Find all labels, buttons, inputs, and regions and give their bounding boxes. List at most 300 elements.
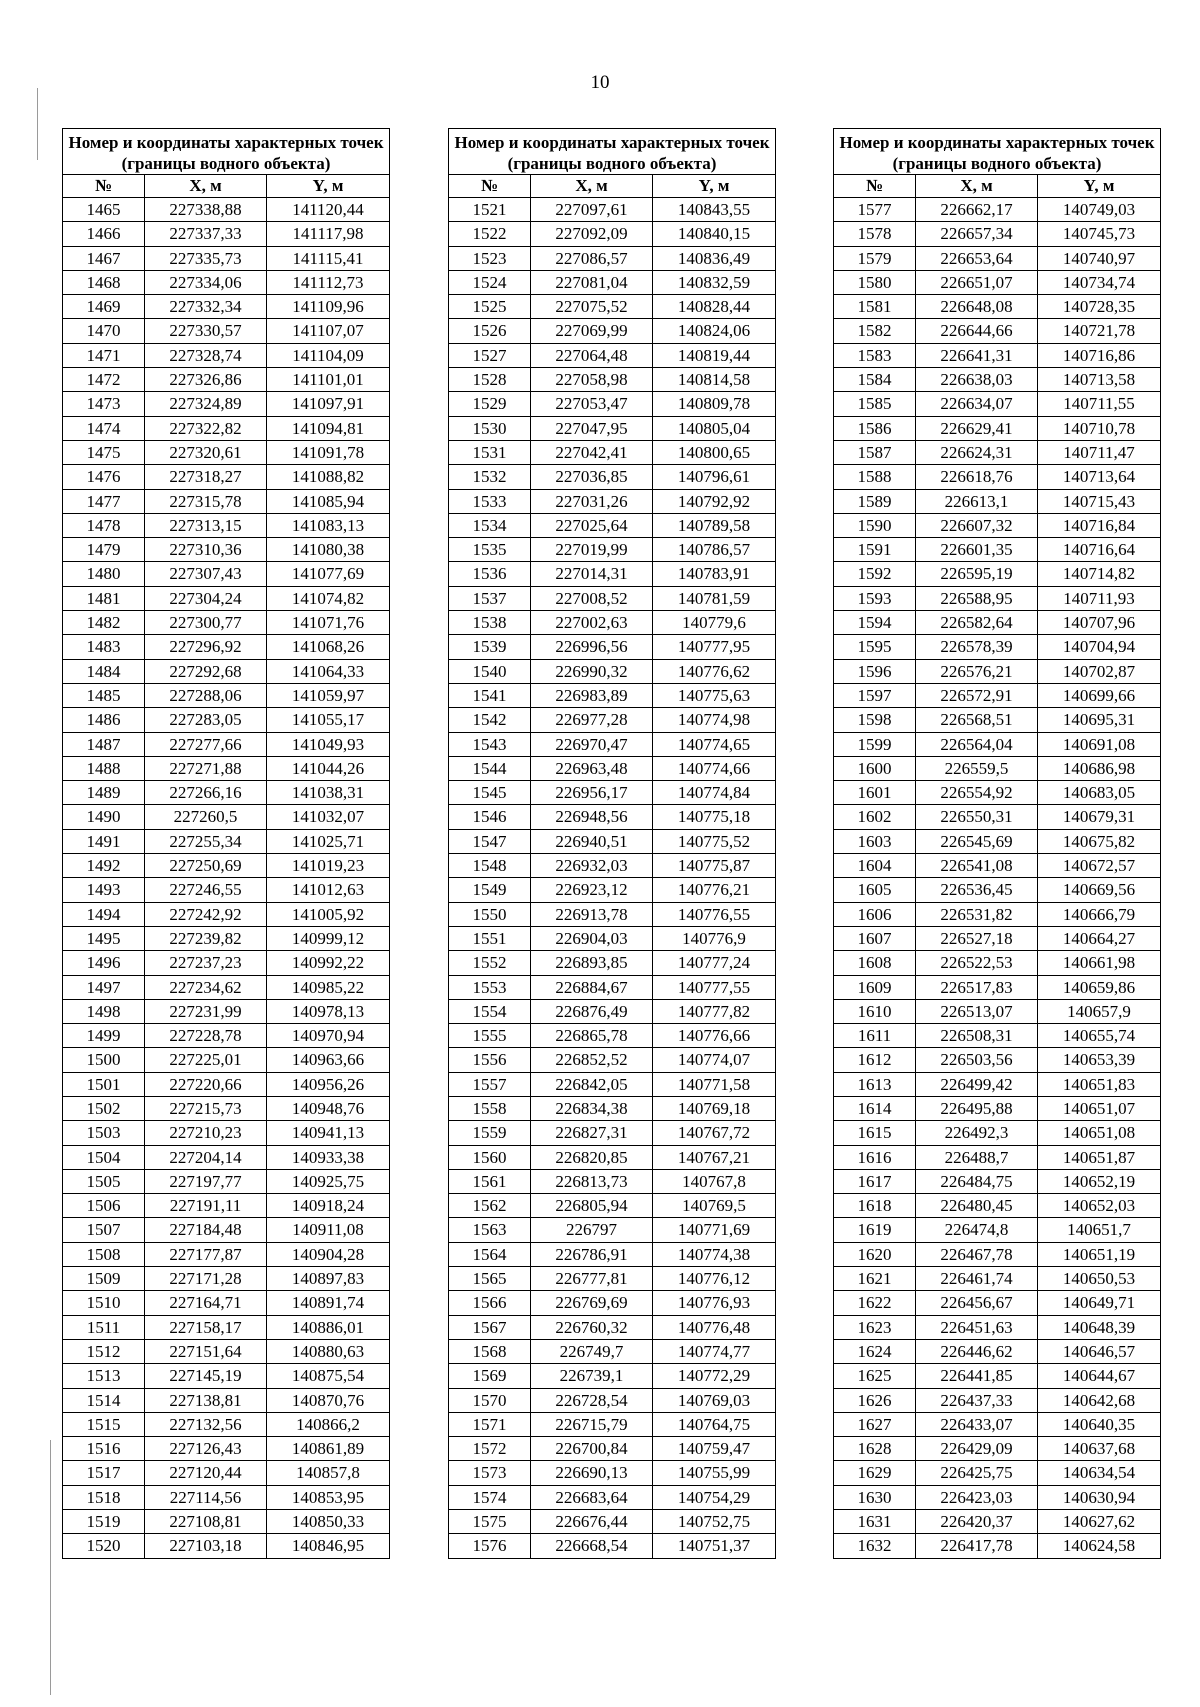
point-number-cell: 1621 xyxy=(834,1267,916,1291)
point-number-cell: 1608 xyxy=(834,951,916,975)
y-coordinate-cell: 140777,82 xyxy=(653,999,776,1023)
x-coordinate-cell: 226564,04 xyxy=(916,732,1038,756)
x-coordinate-cell: 226865,78 xyxy=(531,1024,653,1048)
point-number-cell: 1512 xyxy=(63,1339,145,1363)
table-row xyxy=(63,562,390,586)
table-row xyxy=(834,951,1161,975)
x-coordinate-cell: 226474,8 xyxy=(916,1218,1038,1242)
point-number-cell: 1507 xyxy=(63,1218,145,1242)
table-row xyxy=(834,902,1161,926)
x-coordinate-cell: 226601,35 xyxy=(916,538,1038,562)
point-number-cell: 1530 xyxy=(449,416,531,440)
table-row xyxy=(63,1339,390,1363)
y-coordinate-cell: 140846,95 xyxy=(267,1534,390,1558)
y-coordinate-cell: 140683,05 xyxy=(1038,781,1161,805)
y-coordinate-cell: 140648,39 xyxy=(1038,1315,1161,1339)
x-coordinate-cell: 227335,73 xyxy=(145,246,267,270)
point-number-cell: 1561 xyxy=(449,1169,531,1193)
y-coordinate-cell: 140774,77 xyxy=(653,1339,776,1363)
point-number-cell: 1596 xyxy=(834,659,916,683)
x-coordinate-cell: 227097,61 xyxy=(531,198,653,222)
point-number-cell: 1620 xyxy=(834,1242,916,1266)
point-number-cell: 1587 xyxy=(834,440,916,464)
y-coordinate-cell: 140783,91 xyxy=(653,562,776,586)
point-number-cell: 1554 xyxy=(449,999,531,1023)
table-row xyxy=(449,1072,776,1096)
x-coordinate-cell: 227036,85 xyxy=(531,465,653,489)
x-coordinate-cell: 226480,45 xyxy=(916,1194,1038,1218)
y-coordinate-cell: 141077,69 xyxy=(267,562,390,586)
y-coordinate-cell: 141091,78 xyxy=(267,440,390,464)
table-row xyxy=(63,902,390,926)
y-coordinate-cell: 141059,97 xyxy=(267,683,390,707)
x-coordinate-cell: 227092,09 xyxy=(531,222,653,246)
x-coordinate-cell: 227338,88 xyxy=(145,198,267,222)
table-row xyxy=(449,513,776,537)
point-number-cell: 1569 xyxy=(449,1364,531,1388)
x-coordinate-cell: 226834,38 xyxy=(531,1096,653,1120)
x-coordinate-cell: 227151,64 xyxy=(145,1339,267,1363)
point-number-cell: 1571 xyxy=(449,1412,531,1436)
point-number-cell: 1536 xyxy=(449,562,531,586)
table-row xyxy=(63,1048,390,1072)
table-row xyxy=(63,1388,390,1412)
point-number-cell: 1468 xyxy=(63,270,145,294)
x-coordinate-header: X, м xyxy=(145,175,267,198)
table-caption: Номер и координаты характерных точек (границы водного объекта) xyxy=(834,129,1161,175)
table-row xyxy=(63,513,390,537)
point-number-cell: 1562 xyxy=(449,1194,531,1218)
point-number-cell: 1573 xyxy=(449,1461,531,1485)
y-coordinate-cell: 141094,81 xyxy=(267,416,390,440)
point-number-cell: 1515 xyxy=(63,1412,145,1436)
table-row xyxy=(449,392,776,416)
y-coordinate-cell: 140686,98 xyxy=(1038,756,1161,780)
x-coordinate-cell: 226492,3 xyxy=(916,1121,1038,1145)
table-row xyxy=(449,926,776,950)
y-coordinate-cell: 140786,57 xyxy=(653,538,776,562)
y-coordinate-cell: 140651,08 xyxy=(1038,1121,1161,1145)
y-coordinate-cell: 140792,92 xyxy=(653,489,776,513)
y-coordinate-cell: 140679,31 xyxy=(1038,805,1161,829)
x-coordinate-cell: 226990,32 xyxy=(531,659,653,683)
y-coordinate-cell: 140710,78 xyxy=(1038,416,1161,440)
table-row xyxy=(834,1339,1161,1363)
x-coordinate-cell: 226536,45 xyxy=(916,878,1038,902)
point-number-cell: 1619 xyxy=(834,1218,916,1242)
y-coordinate-cell: 140970,94 xyxy=(267,1024,390,1048)
point-number-cell: 1580 xyxy=(834,270,916,294)
table-row xyxy=(63,829,390,853)
table-row xyxy=(63,1121,390,1145)
x-coordinate-cell: 227334,06 xyxy=(145,270,267,294)
table-row xyxy=(449,295,776,319)
x-coordinate-cell: 227300,77 xyxy=(145,611,267,635)
point-number-cell: 1508 xyxy=(63,1242,145,1266)
y-coordinate-cell: 140713,64 xyxy=(1038,465,1161,489)
point-number-cell: 1548 xyxy=(449,854,531,878)
y-coordinate-cell: 140751,37 xyxy=(653,1534,776,1558)
coordinate-table xyxy=(833,128,1161,1559)
table-row xyxy=(834,513,1161,537)
table-row xyxy=(834,708,1161,732)
x-coordinate-cell: 226550,31 xyxy=(916,805,1038,829)
table-row xyxy=(63,1024,390,1048)
table-row xyxy=(449,319,776,343)
table-row xyxy=(834,1388,1161,1412)
table-row xyxy=(834,1534,1161,1558)
table-row xyxy=(449,1121,776,1145)
x-coordinate-cell: 227177,87 xyxy=(145,1242,267,1266)
point-number-cell: 1527 xyxy=(449,343,531,367)
table-row xyxy=(449,1461,776,1485)
x-coordinate-cell: 226634,07 xyxy=(916,392,1038,416)
y-coordinate-cell: 140880,63 xyxy=(267,1339,390,1363)
point-number-cell: 1516 xyxy=(63,1437,145,1461)
table-caption: Номер и координаты характерных точек (границы водного объекта) xyxy=(63,129,390,175)
x-coordinate-cell: 227191,11 xyxy=(145,1194,267,1218)
table-row xyxy=(449,1169,776,1193)
x-coordinate-cell: 227164,71 xyxy=(145,1291,267,1315)
y-coordinate-cell: 140809,78 xyxy=(653,392,776,416)
table-row xyxy=(63,635,390,659)
table-row xyxy=(63,368,390,392)
x-coordinate-cell: 226786,91 xyxy=(531,1242,653,1266)
table-row xyxy=(834,1267,1161,1291)
y-coordinate-cell: 140781,59 xyxy=(653,586,776,610)
point-number-cell: 1612 xyxy=(834,1048,916,1072)
point-number-cell: 1480 xyxy=(63,562,145,586)
y-coordinate-cell: 140774,66 xyxy=(653,756,776,780)
coordinate-table xyxy=(448,128,776,1559)
x-coordinate-cell: 227081,04 xyxy=(531,270,653,294)
table-row xyxy=(63,1412,390,1436)
x-coordinate-cell: 226797 xyxy=(531,1218,653,1242)
point-number-cell: 1605 xyxy=(834,878,916,902)
y-coordinate-cell: 140774,98 xyxy=(653,708,776,732)
table-row xyxy=(449,1048,776,1072)
x-coordinate-cell: 226884,67 xyxy=(531,975,653,999)
point-number-cell: 1494 xyxy=(63,902,145,926)
x-coordinate-cell: 226461,74 xyxy=(916,1267,1038,1291)
point-number-cell: 1520 xyxy=(63,1534,145,1558)
point-number-cell: 1582 xyxy=(834,319,916,343)
table-row xyxy=(449,222,776,246)
y-coordinate-cell: 140933,38 xyxy=(267,1145,390,1169)
table-row xyxy=(449,489,776,513)
table-row xyxy=(63,1534,390,1558)
y-coordinate-cell: 140651,19 xyxy=(1038,1242,1161,1266)
y-coordinate-cell: 140897,83 xyxy=(267,1267,390,1291)
x-coordinate-cell: 226777,81 xyxy=(531,1267,653,1291)
point-number-header: № xyxy=(63,175,145,198)
point-number-cell: 1559 xyxy=(449,1121,531,1145)
x-coordinate-cell: 226842,05 xyxy=(531,1072,653,1096)
y-coordinate-cell: 140769,5 xyxy=(653,1194,776,1218)
y-coordinate-cell: 140652,19 xyxy=(1038,1169,1161,1193)
y-coordinate-cell: 140800,65 xyxy=(653,440,776,464)
y-coordinate-cell: 140713,58 xyxy=(1038,368,1161,392)
table-row xyxy=(449,708,776,732)
x-coordinate-cell: 226728,54 xyxy=(531,1388,653,1412)
table-row xyxy=(63,1315,390,1339)
x-coordinate-cell: 227326,86 xyxy=(145,368,267,392)
table-row xyxy=(63,295,390,319)
table-row xyxy=(449,611,776,635)
point-number-cell: 1604 xyxy=(834,854,916,878)
point-number-cell: 1489 xyxy=(63,781,145,805)
point-number-cell: 1611 xyxy=(834,1024,916,1048)
y-coordinate-cell: 140664,27 xyxy=(1038,926,1161,950)
x-coordinate-cell: 226456,67 xyxy=(916,1291,1038,1315)
x-coordinate-cell: 227271,88 xyxy=(145,756,267,780)
point-number-cell: 1586 xyxy=(834,416,916,440)
point-number-cell: 1555 xyxy=(449,1024,531,1048)
y-coordinate-cell: 140734,74 xyxy=(1038,270,1161,294)
point-number-cell: 1590 xyxy=(834,513,916,537)
x-coordinate-cell: 227108,81 xyxy=(145,1510,267,1534)
point-number-cell: 1510 xyxy=(63,1291,145,1315)
point-number-cell: 1557 xyxy=(449,1072,531,1096)
point-number-cell: 1565 xyxy=(449,1267,531,1291)
point-number-cell: 1625 xyxy=(834,1364,916,1388)
point-number-cell: 1615 xyxy=(834,1121,916,1145)
x-coordinate-cell: 226446,62 xyxy=(916,1339,1038,1363)
point-number-cell: 1535 xyxy=(449,538,531,562)
x-coordinate-cell: 227064,48 xyxy=(531,343,653,367)
table-row xyxy=(834,611,1161,635)
table-row xyxy=(63,343,390,367)
x-coordinate-cell: 227255,34 xyxy=(145,829,267,853)
x-coordinate-cell: 226508,31 xyxy=(916,1024,1038,1048)
y-coordinate-cell: 140716,84 xyxy=(1038,513,1161,537)
point-number-cell: 1476 xyxy=(63,465,145,489)
table-row xyxy=(449,270,776,294)
point-number-cell: 1473 xyxy=(63,392,145,416)
y-coordinate-cell: 141088,82 xyxy=(267,465,390,489)
table-row xyxy=(834,829,1161,853)
y-coordinate-cell: 140769,18 xyxy=(653,1096,776,1120)
point-number-cell: 1551 xyxy=(449,926,531,950)
y-coordinate-cell: 140714,82 xyxy=(1038,562,1161,586)
x-coordinate-cell: 226690,13 xyxy=(531,1461,653,1485)
x-coordinate-cell: 227237,23 xyxy=(145,951,267,975)
y-coordinate-cell: 140776,62 xyxy=(653,659,776,683)
point-number-cell: 1597 xyxy=(834,683,916,707)
y-coordinate-cell: 140630,94 xyxy=(1038,1485,1161,1509)
point-number-cell: 1609 xyxy=(834,975,916,999)
point-number-cell: 1598 xyxy=(834,708,916,732)
table-row xyxy=(63,878,390,902)
point-number-cell: 1506 xyxy=(63,1194,145,1218)
table-row xyxy=(834,368,1161,392)
point-number-cell: 1487 xyxy=(63,732,145,756)
scan-margin-line xyxy=(50,1440,51,1695)
table-row xyxy=(63,465,390,489)
y-coordinate-cell: 140769,03 xyxy=(653,1388,776,1412)
x-coordinate-cell: 226522,53 xyxy=(916,951,1038,975)
y-coordinate-cell: 140715,43 xyxy=(1038,489,1161,513)
x-coordinate-cell: 226963,48 xyxy=(531,756,653,780)
table-row xyxy=(834,878,1161,902)
x-coordinate-cell: 226425,75 xyxy=(916,1461,1038,1485)
table-row xyxy=(63,538,390,562)
point-number-cell: 1491 xyxy=(63,829,145,853)
table-row xyxy=(834,635,1161,659)
table-row xyxy=(449,1315,776,1339)
table-row xyxy=(449,659,776,683)
y-coordinate-cell: 140624,58 xyxy=(1038,1534,1161,1558)
x-coordinate-cell: 227288,06 xyxy=(145,683,267,707)
table-row xyxy=(449,756,776,780)
y-coordinate-cell: 140771,58 xyxy=(653,1072,776,1096)
x-coordinate-cell: 226495,88 xyxy=(916,1096,1038,1120)
y-coordinate-cell: 140853,95 xyxy=(267,1485,390,1509)
table-row xyxy=(63,926,390,950)
table-row xyxy=(449,465,776,489)
x-coordinate-cell: 226923,12 xyxy=(531,878,653,902)
y-coordinate-cell: 140740,97 xyxy=(1038,246,1161,270)
x-coordinate-cell: 227047,95 xyxy=(531,416,653,440)
y-coordinate-cell: 140779,6 xyxy=(653,611,776,635)
table-row xyxy=(834,1145,1161,1169)
x-coordinate-cell: 226648,08 xyxy=(916,295,1038,319)
table-row xyxy=(449,1024,776,1048)
point-number-cell: 1624 xyxy=(834,1339,916,1363)
table-row xyxy=(63,781,390,805)
y-coordinate-cell: 141044,26 xyxy=(267,756,390,780)
y-coordinate-cell: 140711,55 xyxy=(1038,392,1161,416)
point-number-cell: 1471 xyxy=(63,343,145,367)
table-row xyxy=(834,392,1161,416)
x-coordinate-cell: 226996,56 xyxy=(531,635,653,659)
x-coordinate-cell: 226595,19 xyxy=(916,562,1038,586)
y-coordinate-cell: 140857,8 xyxy=(267,1461,390,1485)
page-number: 10 xyxy=(590,72,610,93)
table-row xyxy=(63,198,390,222)
x-coordinate-cell: 227277,66 xyxy=(145,732,267,756)
point-number-cell: 1610 xyxy=(834,999,916,1023)
x-coordinate-cell: 227260,5 xyxy=(145,805,267,829)
table-row xyxy=(834,1218,1161,1242)
y-coordinate-cell: 140911,08 xyxy=(267,1218,390,1242)
x-coordinate-cell: 227053,47 xyxy=(531,392,653,416)
x-coordinate-cell: 227328,74 xyxy=(145,343,267,367)
point-number-cell: 1558 xyxy=(449,1096,531,1120)
table-row xyxy=(449,538,776,562)
y-coordinate-cell: 141112,73 xyxy=(267,270,390,294)
point-number-cell: 1513 xyxy=(63,1364,145,1388)
point-number-cell: 1470 xyxy=(63,319,145,343)
table-row xyxy=(834,1194,1161,1218)
table-row xyxy=(834,1072,1161,1096)
y-coordinate-cell: 141025,71 xyxy=(267,829,390,853)
table-row xyxy=(63,246,390,270)
y-coordinate-cell: 140661,98 xyxy=(1038,951,1161,975)
table-row xyxy=(449,805,776,829)
x-coordinate-cell: 227332,34 xyxy=(145,295,267,319)
table-row xyxy=(834,1364,1161,1388)
x-coordinate-cell: 227204,14 xyxy=(145,1145,267,1169)
table-row xyxy=(63,586,390,610)
point-number-cell: 1603 xyxy=(834,829,916,853)
y-coordinate-cell: 140805,04 xyxy=(653,416,776,440)
y-coordinate-cell: 140776,21 xyxy=(653,878,776,902)
point-number-cell: 1626 xyxy=(834,1388,916,1412)
table-row xyxy=(449,586,776,610)
point-number-cell: 1623 xyxy=(834,1315,916,1339)
y-coordinate-cell: 140776,48 xyxy=(653,1315,776,1339)
point-number-cell: 1542 xyxy=(449,708,531,732)
table-row xyxy=(834,659,1161,683)
table-row xyxy=(834,756,1161,780)
point-number-cell: 1499 xyxy=(63,1024,145,1048)
y-coordinate-cell: 141049,93 xyxy=(267,732,390,756)
y-coordinate-cell: 140651,7 xyxy=(1038,1218,1161,1242)
point-number-cell: 1517 xyxy=(63,1461,145,1485)
y-coordinate-cell: 141032,07 xyxy=(267,805,390,829)
x-coordinate-cell: 227002,63 xyxy=(531,611,653,635)
point-number-cell: 1497 xyxy=(63,975,145,999)
y-coordinate-cell: 141104,09 xyxy=(267,343,390,367)
x-coordinate-cell: 226429,09 xyxy=(916,1437,1038,1461)
x-coordinate-cell: 227042,41 xyxy=(531,440,653,464)
x-coordinate-cell: 226484,75 xyxy=(916,1169,1038,1193)
point-number-cell: 1528 xyxy=(449,368,531,392)
point-number-cell: 1524 xyxy=(449,270,531,294)
x-coordinate-cell: 226629,41 xyxy=(916,416,1038,440)
point-number-cell: 1579 xyxy=(834,246,916,270)
x-coordinate-cell: 226624,31 xyxy=(916,440,1038,464)
point-number-cell: 1617 xyxy=(834,1169,916,1193)
table-row xyxy=(63,732,390,756)
point-number-cell: 1500 xyxy=(63,1048,145,1072)
y-coordinate-cell: 141107,07 xyxy=(267,319,390,343)
table-row xyxy=(63,999,390,1023)
y-coordinate-cell: 141109,96 xyxy=(267,295,390,319)
y-coordinate-cell: 140716,64 xyxy=(1038,538,1161,562)
point-number-cell: 1467 xyxy=(63,246,145,270)
point-number-cell: 1589 xyxy=(834,489,916,513)
point-number-cell: 1525 xyxy=(449,295,531,319)
point-number-cell: 1514 xyxy=(63,1388,145,1412)
point-number-cell: 1568 xyxy=(449,1339,531,1363)
point-number-cell: 1574 xyxy=(449,1485,531,1509)
y-coordinate-cell: 140755,99 xyxy=(653,1461,776,1485)
table-row xyxy=(63,392,390,416)
scan-margin-line xyxy=(37,88,38,160)
point-number-cell: 1503 xyxy=(63,1121,145,1145)
x-coordinate-cell: 227228,78 xyxy=(145,1024,267,1048)
point-number-cell: 1488 xyxy=(63,756,145,780)
x-coordinate-cell: 227296,92 xyxy=(145,635,267,659)
y-coordinate-cell: 140745,73 xyxy=(1038,222,1161,246)
x-coordinate-cell: 226948,56 xyxy=(531,805,653,829)
y-coordinate-header: Y, м xyxy=(1038,175,1161,198)
y-coordinate-cell: 140814,58 xyxy=(653,368,776,392)
table-row xyxy=(834,1096,1161,1120)
x-coordinate-cell: 226805,94 xyxy=(531,1194,653,1218)
x-coordinate-cell: 227231,99 xyxy=(145,999,267,1023)
point-number-cell: 1575 xyxy=(449,1510,531,1534)
x-coordinate-header: X, м xyxy=(916,175,1038,198)
x-coordinate-cell: 226554,92 xyxy=(916,781,1038,805)
table-row xyxy=(63,1291,390,1315)
x-coordinate-cell: 227234,62 xyxy=(145,975,267,999)
y-coordinate-cell: 140992,22 xyxy=(267,951,390,975)
point-number-cell: 1567 xyxy=(449,1315,531,1339)
table-row xyxy=(449,198,776,222)
